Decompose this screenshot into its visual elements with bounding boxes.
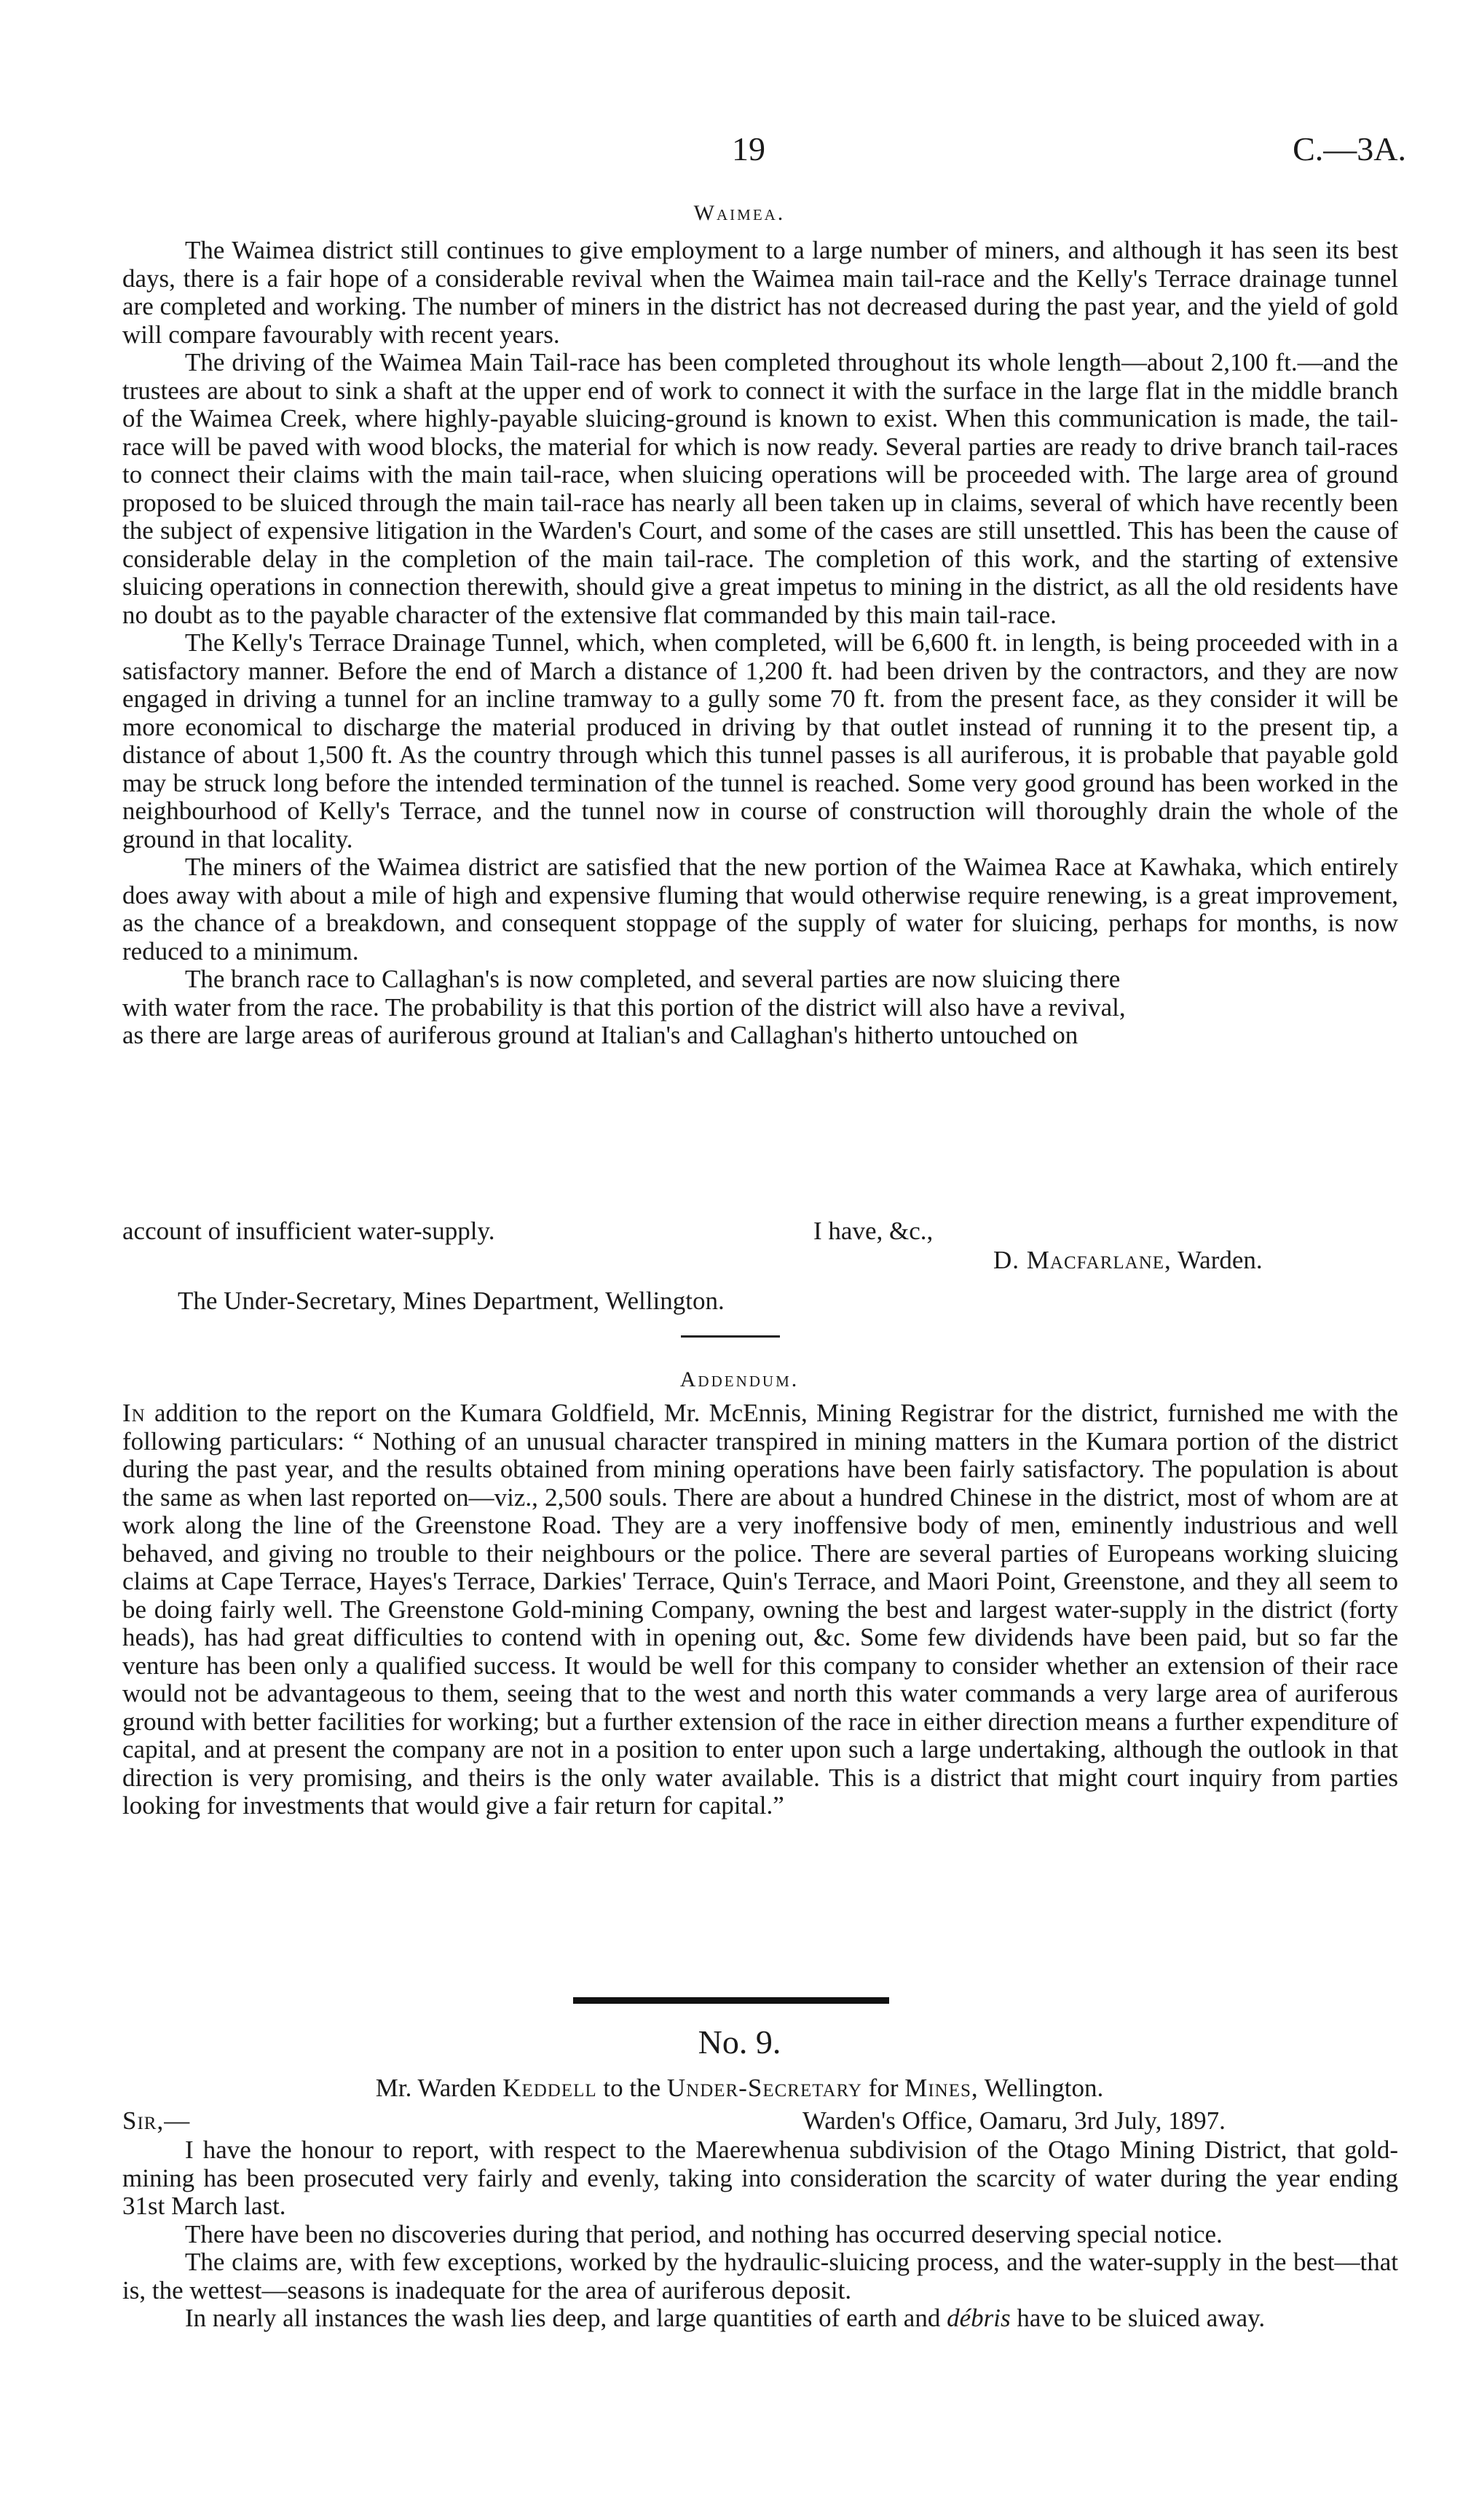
waimea-paragraph: The Kelly's Terrace Drainage Tunnel, which, when completed, will be 6,600 ft. in length, is being proceeded with in a satisfactory manner. Before the end of March a distance of 1,200 ft. had been driven by the contractors, and they are now engaged in driving a tunnel for an incline tramway to a gully some 70 ft. from the present face, as they consider it will be more economical to discharge the material produced in driving by that outlet instead of running it to the present tip, a distance of about 1,500 ft. As the country through which this tunnel passes is all auriferous, it is probable that payable gold may be struck long before the intended termination of the tunnel is reached. Some very good ground has been worked in the neighbourhood of Kelly's Terrace, and the tunnel now in course of construction will thoroughly drain the whole of the ground in that locality.: [122, 628, 1398, 853]
waimea-section-title: Waimea.: [693, 201, 786, 225]
addressee: The Under-Secretary, Mines Department, Wellington.: [178, 1287, 725, 1315]
letter-body: [122, 2136, 1398, 2333]
title-mid: to the: [603, 2074, 661, 2102]
addendum-text: addition to the report on the Kumara Goldfield, Mr. McEnnis, Mining Registrar for the district, furnished me with the following particulars: “ Nothing of an unusual character transpired in mining matters in the Kumara portion of the district during the past year, and the results obtained from mining operations have been fairly satisfactory. The population is about the same as when last reported on—viz., 2,500 souls. There are about a hundred Chinese in the district, most of whom are at work along the line of the Greenstone Road. They are a very inoffensive body of men, eminently industrious and well behaved, and giving no trouble to their neighbours or the police. There are several parties of Europeans working sluicing claims at Cape Terrace, Hayes's Terrace, Darkies' Terrace, Quin's Terrace, and Maori Point, Greenstone, and they all seem to be doing fairly well. The Greenstone Gold-mining Company, owning the best and largest water-supply in the district (forty heads), has had great difficulties to contend with in opening out, &c. Some few dividends have been paid, but so far the venture has been only a qualified success. It would be well for this company to consider whether an extension of their race would not be advantageous to them, seeing that to the west and north this water commands a very large area of auriferous ground with better facilities for working; but a further extension of the race in either direction means a further expenditure of capital, and at present the company are not in a position to enter upon such a large undertaking, although the outlook in that direction is very promising, and theirs is the only water available. This is a district that might court inquiry from parties looking for investments that would give a fair return for capital.”: [122, 1399, 1399, 1820]
report-divider: [573, 1997, 889, 2004]
waimea-body: [122, 237, 1398, 1050]
title-name: Keddell: [502, 2074, 597, 2102]
page-header: [0, 130, 1479, 173]
final-para-end: have to be sluiced away.: [1017, 2304, 1266, 2332]
addendum-paragraph: [122, 1399, 1398, 1820]
title-prefix: Mr. Warden: [375, 2074, 497, 2102]
salutation: Sir,—: [122, 2106, 191, 2135]
office-line: Warden's Office, Oamaru, 3rd July, 1897.: [802, 2106, 1226, 2135]
final-line-1: The branch race to Callaghan's is now completed, and several parties are now sluicing there: [185, 965, 1121, 993]
letter-paragraph: The claims are, with few exceptions, worked by the hydraulic-sluicing process, and the water-supply in the best—that is, the wettest—seasons is inadequate for the area of auriferous deposit.: [122, 2248, 1398, 2304]
title-recipient: Under-Secretary: [666, 2074, 862, 2102]
final-line-3: as there are large areas of auriferous ground at Italian's and Callaghan's hitherto untouched on: [122, 1021, 1078, 1049]
letter-paragraph-final: [122, 2304, 1398, 2333]
waimea-paragraph: The miners of the Waimea district are satisfied that the new portion of the Waimea Race at Kawhaka, which entirely does away with about a mile of high and expensive fluming that would otherwise require renewing, is a great improvement, as the chance of a breakdown, and consequent stoppage of the supply of water for sluicing, perhaps for months, is now reduced to a minimum.: [122, 853, 1398, 965]
title-mines: Mines,: [904, 2074, 979, 2102]
report-number-heading: No. 9.: [698, 2023, 781, 2061]
waimea-paragraph: The driving of the Waimea Main Tail-race has been completed throughout its whole length—about 2,100 ft.—and the trustees are about to sink a shaft at the upper end of work to connect it with the surface in the large flat in the middle branch of the Waimea Creek, where highly-payable sluicing-ground is known to exist. When this communication is made, the tail-race will be paved with wood blocks, the material for which is now ready. Several parties are ready to drive branch tail-races to connect their claims with the main tail-race, when sluicing operations will be proceeded with. The large area of ground proposed to be sluiced through the main tail-race has nearly all been taken up in claims, several of which have recently been the subject of expensive litigation in the Warden's Court, and some of the cases are still unsettled. This has been the cause of considerable delay in the completion of the main tail-race. The completion of this work, and the starting of extensive sluicing operations in connection therewith, should give a great impetus to mining in the district, as all the old residents have no doubt as to the payable character of the extensive flat commanded by this main tail-race.: [122, 348, 1398, 629]
waimea-paragraph-final: [122, 965, 1398, 1050]
addendum-title: Addendum.: [679, 1367, 800, 1391]
final-para-start: In nearly all instances the wash lies deep, and large quantities of earth and: [185, 2304, 941, 2332]
document-code: C.—3A.: [1293, 130, 1406, 167]
addendum-body: [122, 1399, 1398, 1820]
final-para-italic: débris: [947, 2304, 1011, 2332]
final-line-2: with water from the race. The probability is that this portion of the district will also have a revival,: [122, 992, 1126, 1022]
closing-phrase: I have, &c.,: [813, 1217, 934, 1245]
signature: [993, 1247, 1263, 1274]
signature-name: D. Macfarlane,: [993, 1246, 1172, 1274]
section-divider: [681, 1335, 780, 1338]
title-place: Wellington.: [984, 2074, 1104, 2102]
addendum-lead-in: In: [122, 1399, 146, 1427]
signature-title: Warden.: [1177, 1246, 1263, 1274]
page-number: 19: [732, 130, 765, 167]
letter-paragraph: I have the honour to report, with respect to the Maerewhenua subdivision of the Otago Mining District, that gold-mining has been prosecuted very fairly and evenly, taking into consideration the scarcity of water during the year ending 31st March last.: [122, 2136, 1398, 2220]
waimea-paragraph: The Waimea district still continues to give employment to a large number of miners, and although it has seen its best days, there is a fair hope of a considerable revival when the Waimea main tail-race and the Kelly's Terrace drainage tunnel are completed and working. The number of miners in the district has not decreased during the past year, and the yield of gold will compare favourably with recent years.: [122, 236, 1398, 349]
letter-paragraph: There have been no discoveries during that period, and nothing has occurred deserving special notice.: [185, 2219, 1223, 2248]
title-for: for: [868, 2074, 899, 2102]
waimea-last-line: account of insufficient water-supply.: [122, 1217, 495, 1245]
letter-title: [0, 2074, 1479, 2103]
